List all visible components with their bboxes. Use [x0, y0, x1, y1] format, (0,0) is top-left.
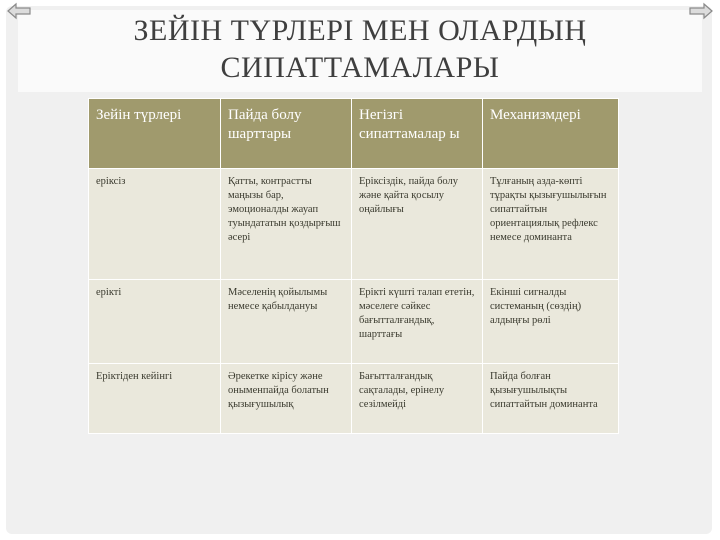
header-attention-types: Зейін түрлері	[89, 99, 221, 169]
table-row	[89, 169, 619, 280]
table-cell: Екінші сигналды системаның (сөздің) алдыңғы рөлі	[483, 280, 619, 364]
attention-types-table	[88, 98, 619, 434]
table-cell: Мәселенің қойылымы немесе қабылдануы	[221, 280, 352, 364]
table-cell: Еріктіден кейінгі	[89, 364, 221, 434]
header-mechanisms: Механизмдері	[483, 99, 619, 169]
header-characteristics: Негізгі сипаттамалар ы	[352, 99, 483, 169]
slide-title	[18, 12, 702, 86]
table-cell: Ерікті күшті талап ететін, мәселеге сәйкес бағытталғандық, шарттағы	[352, 280, 483, 364]
table-cell: ерікті	[89, 280, 221, 364]
slide-title-line-1: ЗЕЙІН ТҮРЛЕРІ МЕН ОЛАРДЫҢ	[133, 14, 587, 47]
table-cell: Бағытталғандық сақталады, ерінелу сезілмейді	[352, 364, 483, 434]
table-cell: Қатты, контрастты маңызы бар, эмоционалды жауап туындататын қоздырғыш әсері	[221, 169, 352, 280]
header-conditions: Пайда болу шарттары	[221, 99, 352, 169]
table-cell: Еріксіздік, пайда болу және қайта қосылу оңайлығы	[352, 169, 483, 280]
table-cell: еріксіз	[89, 169, 221, 280]
table-cell: Тұлғаның аздa-көпті тұрақты қызығушылығын сипаттайтын ориентациялық рефлекс немесе доминанта	[483, 169, 619, 280]
table-row	[89, 280, 619, 364]
slide-title-line-2: СИПАТТАМАЛАРЫ	[220, 51, 500, 84]
table-cell: Әрекетке кірісу және оныменпайда болатын қызығушылық	[221, 364, 352, 434]
table-row	[89, 364, 619, 434]
table-cell: Пайда болған қызығушылықты сипаттайтын доминанта	[483, 364, 619, 434]
table-header-row	[89, 99, 619, 169]
